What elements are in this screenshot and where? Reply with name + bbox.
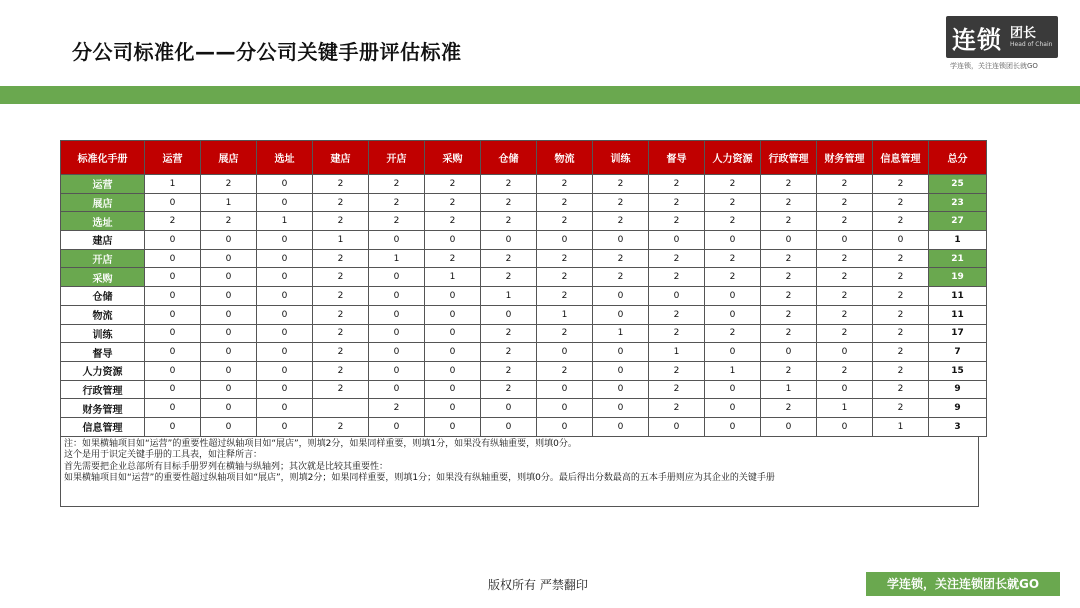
score-cell: 2 [313,268,369,287]
score-cell: 2 [593,193,649,212]
score-cell: 0 [705,380,761,399]
score-cell: 1 [481,287,537,306]
score-cell: 1 [313,231,369,250]
score-cell: 0 [201,380,257,399]
column-header: 选址 [257,141,313,175]
score-cell: 2 [873,361,929,380]
score-cell: 0 [369,324,425,343]
total-cell: 9 [929,399,987,418]
score-cell: 2 [537,212,593,231]
score-cell: 2 [817,212,873,231]
score-cell: 2 [761,175,817,194]
score-cell: 0 [593,380,649,399]
score-cell: 2 [537,249,593,268]
score-cell: 1 [425,268,481,287]
score-cell: 1 [705,361,761,380]
score-cell: 2 [481,212,537,231]
score-cell: 2 [873,399,929,418]
score-cell: 0 [257,231,313,250]
score-cell: 2 [313,380,369,399]
score-cell: 0 [201,399,257,418]
score-cell: 2 [313,212,369,231]
table-row [61,324,987,343]
row-header: 仓储 [61,287,145,306]
score-cell: 2 [817,305,873,324]
score-cell: 0 [593,231,649,250]
score-cell: 2 [593,175,649,194]
note-line: 如果横轴项目如“运营”的重要性超过纵轴项目如“展店”，则填2分；如果同样重要，则填1分；如果没有纵轴重要，则填0分。最后得出分数最高的五本手册则应为其企业的关键手册 [64,473,775,484]
score-cell: 2 [649,249,705,268]
score-cell: 2 [145,212,201,231]
logo-slogan: 学连锁，关注连锁团长就GO [950,62,1038,70]
score-cell: 2 [873,175,929,194]
score-cell: 0 [145,324,201,343]
score-cell: 0 [425,231,481,250]
score-cell: 2 [313,361,369,380]
score-cell: 0 [593,361,649,380]
row-header: 行政管理 [61,380,145,399]
logo-sub-text: 团长 [1010,26,1037,41]
column-header: 建店 [313,141,369,175]
score-cell: 2 [425,193,481,212]
score-cell: 2 [313,324,369,343]
score-cell: 1 [369,249,425,268]
column-header: 人力资源 [705,141,761,175]
score-cell: 0 [145,343,201,362]
score-cell [313,399,369,418]
table-row [61,343,987,362]
score-cell: 2 [537,268,593,287]
score-cell: 0 [257,305,313,324]
score-cell: 2 [705,268,761,287]
score-cell: 0 [369,268,425,287]
score-cell: 0 [257,324,313,343]
table-row [61,417,987,436]
score-cell: 0 [145,399,201,418]
score-cell: 2 [481,324,537,343]
score-cell: 0 [145,287,201,306]
logo-main-text: 连锁 [952,26,1002,54]
total-cell: 9 [929,380,987,399]
score-cell: 0 [369,305,425,324]
score-cell: 2 [761,399,817,418]
score-cell: 0 [257,249,313,268]
page-title: 分公司标准化——分公司关键手册评估标准 [72,40,462,64]
score-cell: 2 [481,175,537,194]
score-cell: 2 [369,399,425,418]
score-cell: 2 [649,399,705,418]
column-header: 物流 [537,141,593,175]
score-cell: 2 [649,193,705,212]
score-cell: 0 [257,380,313,399]
evaluation-table [60,140,987,437]
score-cell: 2 [481,380,537,399]
score-cell: 0 [425,287,481,306]
column-header: 训练 [593,141,649,175]
score-cell: 0 [593,417,649,436]
score-cell: 2 [761,212,817,231]
brand-logo [946,16,1058,58]
score-cell: 2 [873,268,929,287]
score-cell: 2 [649,175,705,194]
score-cell: 0 [649,417,705,436]
score-cell: 0 [425,324,481,343]
score-cell: 0 [537,343,593,362]
score-cell: 1 [649,343,705,362]
row-header: 选址 [61,212,145,231]
score-cell: 2 [873,324,929,343]
score-cell: 2 [705,249,761,268]
table-row [61,399,987,418]
note-line: 注：如果横轴项目如“运营”的重要性超过纵轴项目如“展店”，则填2分，如果同样重要，则填1分，如果没有纵轴重要，则填0分。 [64,438,577,449]
score-cell: 2 [873,380,929,399]
score-cell: 2 [761,287,817,306]
score-cell: 2 [705,212,761,231]
score-cell: 2 [481,193,537,212]
column-header: 行政管理 [761,141,817,175]
score-cell: 1 [257,212,313,231]
score-cell: 0 [537,231,593,250]
footer-slogan-badge: 学连锁，关注连锁团长就GO [866,572,1060,596]
score-cell: 0 [201,343,257,362]
score-cell: 2 [873,305,929,324]
score-cell: 2 [537,361,593,380]
score-cell: 2 [425,212,481,231]
column-header: 信息管理 [873,141,929,175]
score-cell: 0 [537,399,593,418]
table-body [61,175,987,437]
score-cell: 2 [817,193,873,212]
score-cell: 0 [369,361,425,380]
score-cell: 1 [761,380,817,399]
score-cell: 0 [425,361,481,380]
score-cell: 2 [201,175,257,194]
score-cell: 2 [537,175,593,194]
score-cell: 0 [201,268,257,287]
score-cell: 0 [257,361,313,380]
score-cell: 0 [257,193,313,212]
total-cell: 1 [929,231,987,250]
score-cell: 0 [481,231,537,250]
row-header: 运营 [61,175,145,194]
score-cell: 0 [705,417,761,436]
score-cell: 2 [705,193,761,212]
score-cell: 2 [873,343,929,362]
score-cell: 2 [425,175,481,194]
score-cell: 0 [481,305,537,324]
score-cell: 0 [593,399,649,418]
score-cell: 0 [201,305,257,324]
score-cell: 2 [425,249,481,268]
score-cell: 0 [817,417,873,436]
score-cell: 1 [817,399,873,418]
score-cell: 0 [761,231,817,250]
row-header: 建店 [61,231,145,250]
row-header: 财务管理 [61,399,145,418]
total-cell: 27 [929,212,987,231]
header-divider-bar [0,86,1080,104]
score-cell: 2 [537,287,593,306]
table-row [61,361,987,380]
score-cell: 2 [873,249,929,268]
row-header: 物流 [61,305,145,324]
score-cell: 0 [761,417,817,436]
score-cell: 0 [369,417,425,436]
score-cell: 0 [257,268,313,287]
table-row [61,193,987,212]
column-header: 标准化手册 [61,141,145,175]
score-cell: 0 [873,231,929,250]
score-cell: 1 [145,175,201,194]
score-cell: 2 [369,193,425,212]
score-cell: 2 [649,305,705,324]
score-cell: 0 [145,417,201,436]
note-line: 这个是用于识定关键手册的工具表，如注释所言： [64,450,263,461]
score-cell: 2 [705,324,761,343]
score-cell: 0 [817,231,873,250]
score-cell: 2 [761,305,817,324]
score-cell: 2 [649,324,705,343]
score-cell: 2 [481,361,537,380]
table-row [61,175,987,194]
table-row [61,231,987,250]
score-cell: 2 [761,249,817,268]
column-header: 运营 [145,141,201,175]
score-cell: 0 [425,343,481,362]
column-header: 仓储 [481,141,537,175]
score-cell: 2 [817,361,873,380]
score-cell: 2 [593,268,649,287]
score-cell: 2 [481,343,537,362]
score-cell: 0 [425,380,481,399]
total-cell: 17 [929,324,987,343]
total-cell: 15 [929,361,987,380]
table-row [61,268,987,287]
score-cell: 2 [761,324,817,343]
score-cell: 2 [313,193,369,212]
score-cell: 0 [817,343,873,362]
column-header: 财务管理 [817,141,873,175]
copyright-text: 版权所有 严禁翻印 [488,578,588,592]
score-cell: 0 [145,380,201,399]
score-cell: 0 [257,343,313,362]
score-cell: 0 [705,287,761,306]
score-cell: 2 [649,380,705,399]
score-cell: 0 [145,249,201,268]
score-cell: 2 [873,287,929,306]
score-cell: 2 [817,287,873,306]
total-cell: 11 [929,287,987,306]
score-cell: 2 [537,193,593,212]
score-cell: 0 [201,249,257,268]
table-row [61,305,987,324]
score-cell: 0 [201,287,257,306]
score-cell: 2 [313,417,369,436]
score-cell: 0 [369,231,425,250]
row-header: 展店 [61,193,145,212]
score-cell: 0 [761,343,817,362]
total-cell: 7 [929,343,987,362]
score-cell: 0 [201,324,257,343]
score-cell: 0 [481,399,537,418]
column-header: 采购 [425,141,481,175]
score-cell: 2 [817,175,873,194]
score-cell: 2 [873,193,929,212]
score-cell: 2 [761,193,817,212]
row-header: 督导 [61,343,145,362]
score-cell: 1 [873,417,929,436]
total-cell: 19 [929,268,987,287]
score-cell: 0 [593,305,649,324]
score-cell: 0 [537,417,593,436]
score-cell: 0 [145,305,201,324]
score-cell: 2 [593,249,649,268]
score-cell: 2 [369,212,425,231]
score-cell: 0 [649,287,705,306]
total-cell: 21 [929,249,987,268]
row-header: 开店 [61,249,145,268]
score-cell: 0 [369,380,425,399]
score-cell: 0 [257,175,313,194]
score-cell: 0 [705,231,761,250]
score-cell: 0 [817,380,873,399]
evaluation-table-container [60,140,979,507]
score-cell: 0 [201,361,257,380]
score-cell: 0 [369,343,425,362]
score-cell: 1 [201,193,257,212]
score-cell: 2 [649,212,705,231]
score-cell: 1 [593,324,649,343]
score-cell: 0 [145,231,201,250]
total-cell: 11 [929,305,987,324]
score-cell: 2 [873,212,929,231]
score-cell: 0 [201,417,257,436]
column-header: 展店 [201,141,257,175]
score-cell: 0 [257,417,313,436]
total-cell: 25 [929,175,987,194]
score-cell: 2 [817,268,873,287]
total-cell: 23 [929,193,987,212]
logo-tiny-text: Head of Chain [1010,41,1053,48]
score-cell: 2 [313,175,369,194]
score-cell: 0 [537,380,593,399]
table-row [61,212,987,231]
score-cell: 0 [425,305,481,324]
score-cell: 2 [369,175,425,194]
score-cell: 0 [369,287,425,306]
score-cell: 2 [313,305,369,324]
score-cell: 0 [481,417,537,436]
column-header: 总分 [929,141,987,175]
table-row [61,249,987,268]
score-cell: 2 [649,361,705,380]
score-cell: 2 [313,343,369,362]
score-cell: 0 [425,417,481,436]
score-cell: 2 [313,249,369,268]
note-line: 首先需要把企业总部所有目标手册罗列在横轴与纵轴列；其次就是比较其重要性： [64,461,389,472]
score-cell: 0 [593,287,649,306]
score-cell: 2 [593,212,649,231]
score-cell: 0 [705,305,761,324]
row-header: 人力资源 [61,361,145,380]
row-header: 采购 [61,268,145,287]
column-header: 督导 [649,141,705,175]
score-cell: 0 [705,399,761,418]
score-cell: 2 [705,175,761,194]
score-cell: 0 [593,343,649,362]
score-cell: 0 [705,343,761,362]
score-cell: 2 [537,324,593,343]
score-cell: 1 [537,305,593,324]
score-cell: 2 [649,268,705,287]
score-cell: 0 [649,231,705,250]
notes-box [60,437,979,507]
table-header-row [61,141,987,175]
score-cell: 2 [481,268,537,287]
score-cell: 2 [761,361,817,380]
score-cell: 0 [425,399,481,418]
score-cell: 0 [201,231,257,250]
score-cell: 0 [145,361,201,380]
table-row [61,287,987,306]
row-header: 训练 [61,324,145,343]
score-cell: 0 [257,287,313,306]
score-cell: 0 [257,399,313,418]
score-cell: 2 [201,212,257,231]
score-cell: 0 [145,193,201,212]
total-cell: 3 [929,417,987,436]
score-cell: 2 [817,324,873,343]
score-cell: 2 [313,287,369,306]
score-cell: 2 [481,249,537,268]
table-row [61,380,987,399]
score-cell: 2 [817,249,873,268]
row-header: 信息管理 [61,417,145,436]
column-header: 开店 [369,141,425,175]
score-cell: 0 [145,268,201,287]
score-cell: 2 [761,268,817,287]
